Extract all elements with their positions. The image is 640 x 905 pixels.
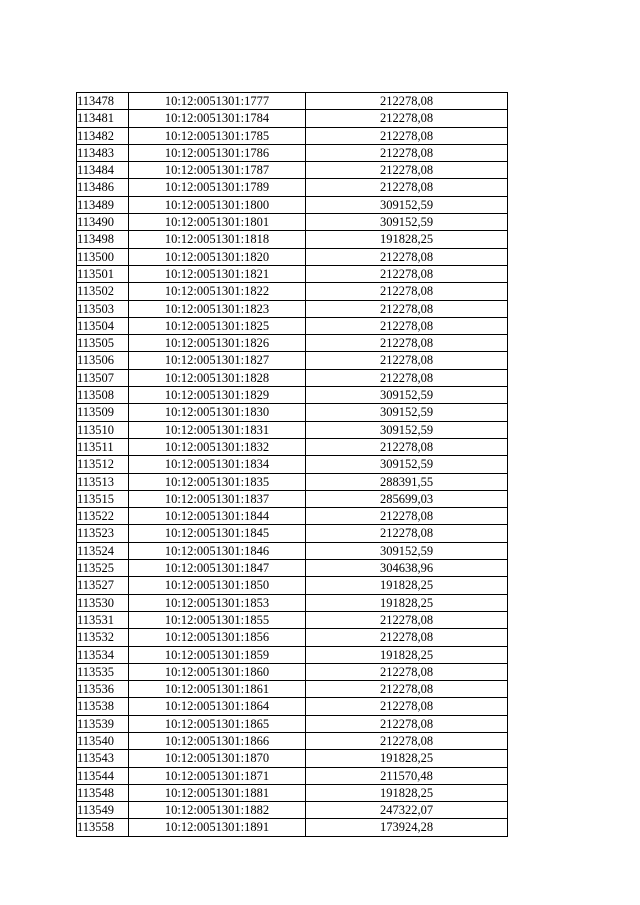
cadastral-number-cell: 10:12:0051301:1786	[129, 144, 306, 161]
table-row	[77, 473, 508, 490]
table-row	[77, 750, 508, 767]
value-cell: 212278,08	[306, 698, 508, 715]
cadastral-number-cell: 10:12:0051301:1866	[129, 732, 306, 749]
cadastral-number-cell: 10:12:0051301:1820	[129, 248, 306, 265]
value-cell: 212278,08	[306, 611, 508, 628]
record-id-cell: 113507	[77, 369, 129, 386]
cadastral-number-cell: 10:12:0051301:1855	[129, 611, 306, 628]
value-cell: 309152,59	[306, 387, 508, 404]
record-id-cell: 113502	[77, 283, 129, 300]
value-cell: 191828,25	[306, 784, 508, 801]
table-row	[77, 629, 508, 646]
record-id-cell: 113527	[77, 577, 129, 594]
table-row	[77, 300, 508, 317]
record-id-cell: 113558	[77, 819, 129, 836]
table-row	[77, 784, 508, 801]
cadastral-number-cell: 10:12:0051301:1828	[129, 369, 306, 386]
record-id-cell: 113512	[77, 456, 129, 473]
cadastral-number-cell: 10:12:0051301:1801	[129, 214, 306, 231]
table-body	[77, 93, 508, 837]
value-cell: 211570,48	[306, 767, 508, 784]
value-cell: 212278,08	[306, 317, 508, 334]
value-cell: 212278,08	[306, 438, 508, 455]
cadastral-number-cell: 10:12:0051301:1853	[129, 594, 306, 611]
cadastral-number-cell: 10:12:0051301:1789	[129, 179, 306, 196]
record-id-cell: 113506	[77, 352, 129, 369]
cadastral-number-cell: 10:12:0051301:1891	[129, 819, 306, 836]
value-cell: 212278,08	[306, 248, 508, 265]
value-cell: 212278,08	[306, 110, 508, 127]
table-row	[77, 231, 508, 248]
table-row	[77, 196, 508, 213]
record-id-cell: 113483	[77, 144, 129, 161]
table-row	[77, 577, 508, 594]
cadastral-number-cell: 10:12:0051301:1846	[129, 542, 306, 559]
record-id-cell: 113539	[77, 715, 129, 732]
table-row	[77, 387, 508, 404]
cadastral-number-cell: 10:12:0051301:1864	[129, 698, 306, 715]
cadastral-number-cell: 10:12:0051301:1845	[129, 525, 306, 542]
record-id-cell: 113490	[77, 214, 129, 231]
record-id-cell: 113538	[77, 698, 129, 715]
value-cell: 309152,59	[306, 542, 508, 559]
record-id-cell: 113504	[77, 317, 129, 334]
value-cell: 304638,96	[306, 560, 508, 577]
table-row	[77, 369, 508, 386]
value-cell: 191828,25	[306, 750, 508, 767]
value-cell: 285699,03	[306, 490, 508, 507]
value-cell: 247322,07	[306, 802, 508, 819]
value-cell: 212278,08	[306, 335, 508, 352]
cadastral-number-cell: 10:12:0051301:1870	[129, 750, 306, 767]
record-id-cell: 113478	[77, 93, 129, 110]
record-id-cell: 113498	[77, 231, 129, 248]
table-row	[77, 352, 508, 369]
table-row	[77, 663, 508, 680]
record-id-cell: 113532	[77, 629, 129, 646]
value-cell: 191828,25	[306, 577, 508, 594]
cadastral-number-cell: 10:12:0051301:1785	[129, 127, 306, 144]
record-id-cell: 113509	[77, 404, 129, 421]
cadastral-number-cell: 10:12:0051301:1831	[129, 421, 306, 438]
cadastral-number-cell: 10:12:0051301:1861	[129, 681, 306, 698]
table-row	[77, 265, 508, 282]
cadastral-number-cell: 10:12:0051301:1826	[129, 335, 306, 352]
table-row	[77, 611, 508, 628]
cadastral-number-cell: 10:12:0051301:1777	[129, 93, 306, 110]
table-row	[77, 819, 508, 836]
table-row	[77, 490, 508, 507]
table-row	[77, 767, 508, 784]
cadastral-number-cell: 10:12:0051301:1871	[129, 767, 306, 784]
record-id-cell: 113482	[77, 127, 129, 144]
value-cell: 212278,08	[306, 681, 508, 698]
cadastral-number-cell: 10:12:0051301:1865	[129, 715, 306, 732]
table-row	[77, 715, 508, 732]
value-cell: 212278,08	[306, 715, 508, 732]
record-id-cell: 113503	[77, 300, 129, 317]
table-row	[77, 127, 508, 144]
value-cell: 309152,59	[306, 421, 508, 438]
table-row	[77, 93, 508, 110]
record-id-cell: 113522	[77, 508, 129, 525]
cadastral-number-cell: 10:12:0051301:1821	[129, 265, 306, 282]
value-cell: 212278,08	[306, 525, 508, 542]
cadastral-number-cell: 10:12:0051301:1835	[129, 473, 306, 490]
record-id-cell: 113510	[77, 421, 129, 438]
value-cell: 191828,25	[306, 646, 508, 663]
record-id-cell: 113511	[77, 438, 129, 455]
table-row	[77, 525, 508, 542]
record-id-cell: 113484	[77, 162, 129, 179]
value-cell: 309152,59	[306, 404, 508, 421]
record-id-cell: 113501	[77, 265, 129, 282]
cadastral-number-cell: 10:12:0051301:1847	[129, 560, 306, 577]
value-cell: 212278,08	[306, 352, 508, 369]
value-cell: 212278,08	[306, 732, 508, 749]
cadastral-number-cell: 10:12:0051301:1832	[129, 438, 306, 455]
cadastral-number-cell: 10:12:0051301:1825	[129, 317, 306, 334]
cadastral-number-cell: 10:12:0051301:1822	[129, 283, 306, 300]
table-row	[77, 404, 508, 421]
record-id-cell: 113523	[77, 525, 129, 542]
value-cell: 191828,25	[306, 231, 508, 248]
value-cell: 191828,25	[306, 594, 508, 611]
record-id-cell: 113544	[77, 767, 129, 784]
record-id-cell: 113548	[77, 784, 129, 801]
cadastral-number-cell: 10:12:0051301:1787	[129, 162, 306, 179]
table-row	[77, 317, 508, 334]
record-id-cell: 113549	[77, 802, 129, 819]
record-id-cell: 113481	[77, 110, 129, 127]
record-id-cell: 113515	[77, 490, 129, 507]
table-row	[77, 594, 508, 611]
table-row	[77, 438, 508, 455]
cadastral-number-cell: 10:12:0051301:1827	[129, 352, 306, 369]
table-row	[77, 283, 508, 300]
table-row	[77, 802, 508, 819]
cadastral-number-cell: 10:12:0051301:1881	[129, 784, 306, 801]
cadastral-number-cell: 10:12:0051301:1850	[129, 577, 306, 594]
record-id-cell: 113525	[77, 560, 129, 577]
record-id-cell: 113489	[77, 196, 129, 213]
cadastral-number-cell: 10:12:0051301:1829	[129, 387, 306, 404]
record-id-cell: 113513	[77, 473, 129, 490]
value-cell: 212278,08	[306, 127, 508, 144]
record-id-cell: 113524	[77, 542, 129, 559]
cadastral-number-cell: 10:12:0051301:1830	[129, 404, 306, 421]
record-id-cell: 113530	[77, 594, 129, 611]
value-cell: 212278,08	[306, 265, 508, 282]
record-id-cell: 113505	[77, 335, 129, 352]
cadastral-number-cell: 10:12:0051301:1823	[129, 300, 306, 317]
record-id-cell: 113543	[77, 750, 129, 767]
record-id-cell: 113531	[77, 611, 129, 628]
value-cell: 212278,08	[306, 93, 508, 110]
record-id-cell: 113500	[77, 248, 129, 265]
value-cell: 173924,28	[306, 819, 508, 836]
record-id-cell: 113534	[77, 646, 129, 663]
cadastral-number-cell: 10:12:0051301:1818	[129, 231, 306, 248]
table-row	[77, 110, 508, 127]
cadastral-number-cell: 10:12:0051301:1856	[129, 629, 306, 646]
table-row	[77, 214, 508, 231]
table-row	[77, 144, 508, 161]
table-row	[77, 456, 508, 473]
record-id-cell: 113486	[77, 179, 129, 196]
cadastral-number-cell: 10:12:0051301:1860	[129, 663, 306, 680]
table-row	[77, 732, 508, 749]
cadastral-number-cell: 10:12:0051301:1882	[129, 802, 306, 819]
value-cell: 212278,08	[306, 508, 508, 525]
value-cell: 212278,08	[306, 179, 508, 196]
cadastral-number-cell: 10:12:0051301:1859	[129, 646, 306, 663]
value-cell: 212278,08	[306, 162, 508, 179]
table-row	[77, 335, 508, 352]
value-cell: 212278,08	[306, 663, 508, 680]
cadastral-number-cell: 10:12:0051301:1800	[129, 196, 306, 213]
value-cell: 212278,08	[306, 369, 508, 386]
record-id-cell: 113535	[77, 663, 129, 680]
data-table	[76, 92, 508, 837]
cadastral-number-cell: 10:12:0051301:1784	[129, 110, 306, 127]
value-cell: 212278,08	[306, 144, 508, 161]
table-row	[77, 681, 508, 698]
value-cell: 212278,08	[306, 283, 508, 300]
table-row	[77, 646, 508, 663]
table-row	[77, 248, 508, 265]
value-cell: 212278,08	[306, 300, 508, 317]
table-row	[77, 508, 508, 525]
value-cell: 212278,08	[306, 629, 508, 646]
cadastral-number-cell: 10:12:0051301:1844	[129, 508, 306, 525]
record-id-cell: 113540	[77, 732, 129, 749]
table-row	[77, 698, 508, 715]
value-cell: 309152,59	[306, 196, 508, 213]
record-id-cell: 113508	[77, 387, 129, 404]
table-row	[77, 560, 508, 577]
record-id-cell: 113536	[77, 681, 129, 698]
value-cell: 309152,59	[306, 456, 508, 473]
cadastral-number-cell: 10:12:0051301:1834	[129, 456, 306, 473]
table-row	[77, 179, 508, 196]
table-row	[77, 542, 508, 559]
value-cell: 288391,55	[306, 473, 508, 490]
value-cell: 309152,59	[306, 214, 508, 231]
table-row	[77, 162, 508, 179]
cadastral-number-cell: 10:12:0051301:1837	[129, 490, 306, 507]
table-row	[77, 421, 508, 438]
